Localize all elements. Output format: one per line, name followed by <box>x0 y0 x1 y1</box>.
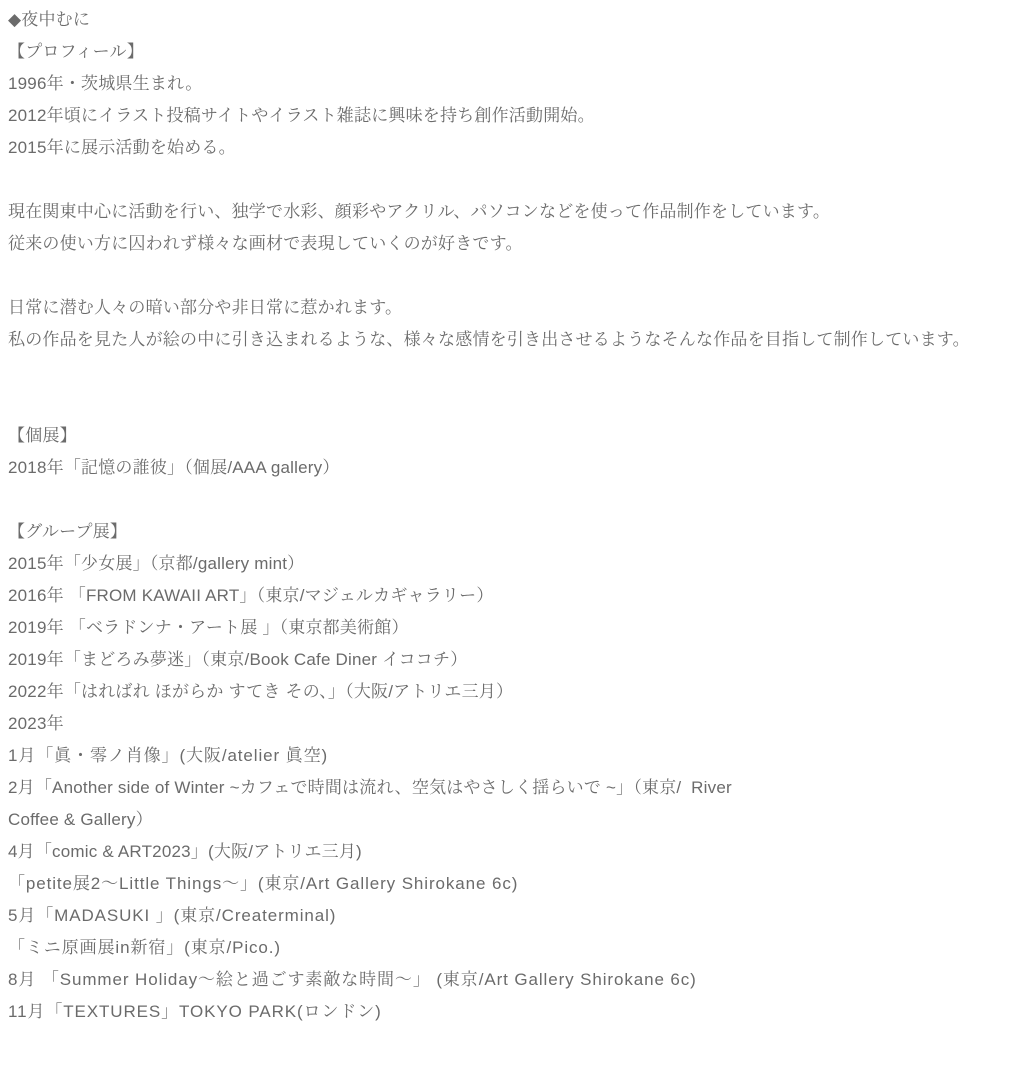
blank-line <box>8 356 1005 388</box>
exhibition-line: 2015年「少女展」（京都/gallery mint） <box>8 554 305 573</box>
profile-line: 従来の使い方に囚われず様々な画材で表現していくのが好きです。 <box>8 234 523 253</box>
exhibition-line: 1月「眞・零ノ肖像」(大阪/atelier 眞空) <box>8 746 329 765</box>
profile-line: 2015年に展示活動を始める。 <box>8 138 236 157</box>
exhibition-line: 2018年「記憶の誰彼」（個展/AAA gallery） <box>8 458 340 477</box>
profile-line: 現在関東中心に活動を行い、独学で水彩、顔彩やアクリル、パソコンなどを使って作品制作をしています。 <box>8 202 831 221</box>
blank-line <box>8 164 1005 196</box>
exhibition-line: 2019年「まどろみ夢迷」（東京/Book Cafe Diner イココチ） <box>8 650 468 669</box>
profile-line: 私の作品を見た人が絵の中に引き込まれるような、様々な感情を引き出させるようなそんな作品を目指して制作しています。 <box>8 330 970 349</box>
exhibition-line: 2023年 <box>8 714 64 733</box>
profile-line: 1996年・茨城県生まれ。 <box>8 74 203 93</box>
exhibition-line: 5月「MADASUKI 」(東京/Createrminal) <box>8 906 337 925</box>
exhibition-line: 「petite展2～Little Things～」(東京/Art Gallery Shirokane 6c) <box>8 874 519 893</box>
exhibition-line-wrap: Coffee & Gallery） <box>8 810 153 829</box>
blank-line <box>8 260 1005 292</box>
profile-line: 2012年頃にイラスト投稿サイトやイラスト雑誌に興味を持ち創作活動開始。 <box>8 106 595 125</box>
exhibition-line: 2022年「はればれ ほがらか すてき その、」（大阪/アトリエ三月） <box>8 682 514 701</box>
exhibition-line: 2019年 「ベラドンナ・アート展 」（東京都美術館） <box>8 618 409 637</box>
section-heading-solo: 【個展】 <box>8 426 77 445</box>
exhibition-line: 「ミニ原画展in新宿」(東京/Pico.) <box>8 938 281 957</box>
profile-line: 日常に潜む人々の暗い部分や非日常に惹かれます。 <box>8 298 403 317</box>
exhibition-line: 4月「comic & ART2023」(大阪/アトリエ三月) <box>8 842 362 861</box>
artist-name: ◆夜中むに <box>8 10 91 29</box>
section-heading-group: 【グループ展】 <box>8 522 128 541</box>
exhibition-line: 11月「TEXTURES」TOKYO PARK(ロンドン) <box>8 1002 382 1021</box>
section-heading-profile: 【プロフィール】 <box>8 42 144 61</box>
blank-line <box>8 388 1005 420</box>
exhibition-line: 8月 「Summer Holiday～絵と過ごす素敵な時間～」 (東京/Art Gallery Shirokane 6c) <box>8 970 697 989</box>
exhibition-line: 2月「Another side of Winter ~カフェで時間は流れ、空気はやさしく揺らいで ~」（東京/ River <box>8 778 732 797</box>
exhibition-line: 2016年 「FROM KAWAII ART」（東京/マジェルカギャラリー） <box>8 586 494 605</box>
blank-line <box>8 484 1005 516</box>
